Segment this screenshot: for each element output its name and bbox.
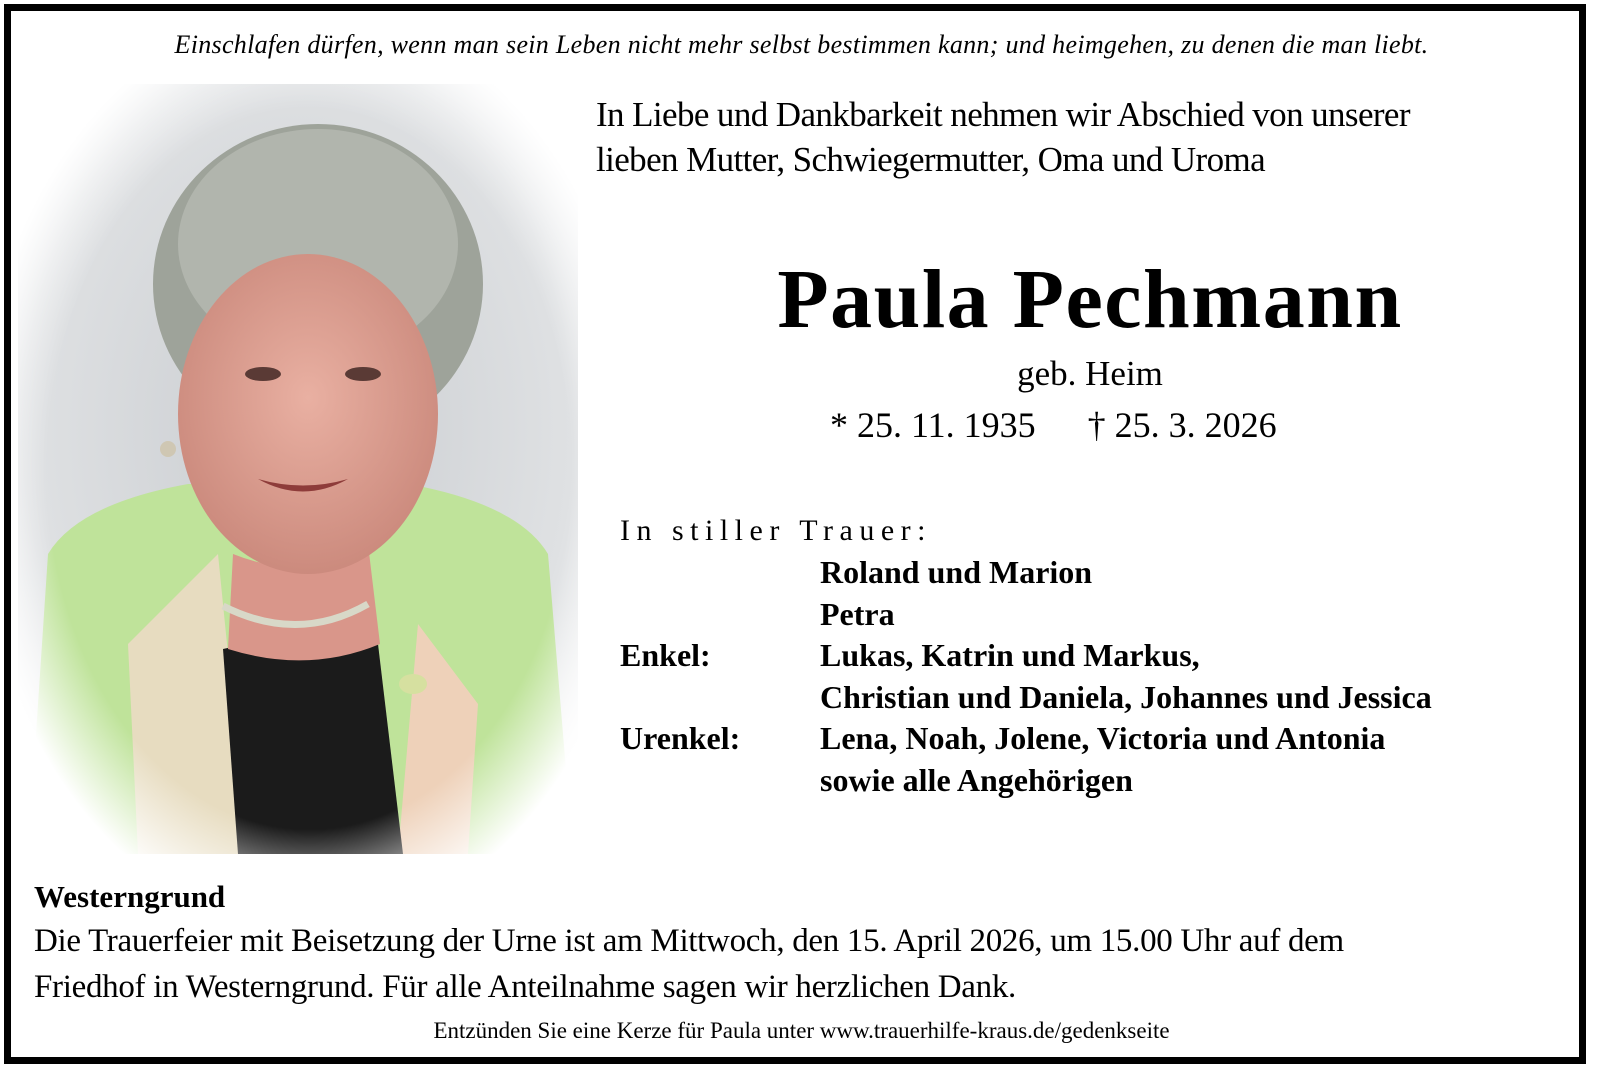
mourners-label xyxy=(620,594,820,636)
mourners-names: Lena, Noah, Jolene, Victoria und Antonia xyxy=(820,720,1386,756)
mourners-label xyxy=(620,552,820,594)
ceremony-text xyxy=(34,918,1579,1010)
deceased-name: Paula Pechmann xyxy=(777,253,1403,346)
death-date: † 25. 3. 2026 xyxy=(1087,405,1277,445)
motto: Einschlafen dürfen, wenn man sein Leben nicht mehr selbst bestimmen kann; und heimgehen, zu denen die man liebt. xyxy=(174,30,1429,59)
grief-heading: In stiller Trauer: xyxy=(620,514,932,547)
mourners-row xyxy=(620,760,1432,802)
mourners-list xyxy=(620,552,1432,801)
ceremony-line-1: Die Trauerfeier mit Beisetzung der Urne ist am Mittwoch, den 15. April 2026, um 15.00 Uhr auf dem xyxy=(34,923,1344,959)
mourners-label: Enkel: xyxy=(620,637,711,673)
mourners-label xyxy=(620,760,820,802)
intro-text xyxy=(596,92,1576,182)
mourners-label: Urenkel: xyxy=(620,720,741,756)
ceremony-line-2: Friedhof in Westerngrund. Für alle Anteilnahme sagen wir herzlichen Dank. xyxy=(34,969,1016,1005)
mourners-row xyxy=(620,594,1432,636)
place-name: Westerngrund xyxy=(34,879,226,914)
birth-date: * 25. 11. 1935 xyxy=(830,405,1036,445)
portrait-photo xyxy=(18,84,578,854)
memorial-link-text: Entzünden Sie eine Kerze für Paula unter www.trauerhilfe-kraus.de/gedenkseite xyxy=(433,1018,1170,1043)
mourners-row xyxy=(620,677,1432,719)
mourners-row xyxy=(620,718,1432,760)
mourners-row xyxy=(620,552,1432,594)
mourners-row xyxy=(620,635,1432,677)
intro-line-1: In Liebe und Dankbarkeit nehmen wir Abschied von unserer xyxy=(596,95,1410,134)
life-dates xyxy=(830,404,1277,446)
mourners-names: Roland und Marion xyxy=(820,554,1093,590)
mourners-label xyxy=(620,677,820,719)
maiden-name: geb. Heim xyxy=(1017,354,1163,393)
mourners-names: Petra xyxy=(820,595,895,632)
mourners-names: Christian und Daniela, Johannes und Jessica xyxy=(820,678,1432,715)
mourners-names: Lukas, Katrin und Markus, xyxy=(820,637,1200,673)
intro-line-2: lieben Mutter, Schwiegermutter, Oma und Uroma xyxy=(596,140,1266,179)
mourners-names: sowie alle Angehörigen xyxy=(820,761,1133,798)
